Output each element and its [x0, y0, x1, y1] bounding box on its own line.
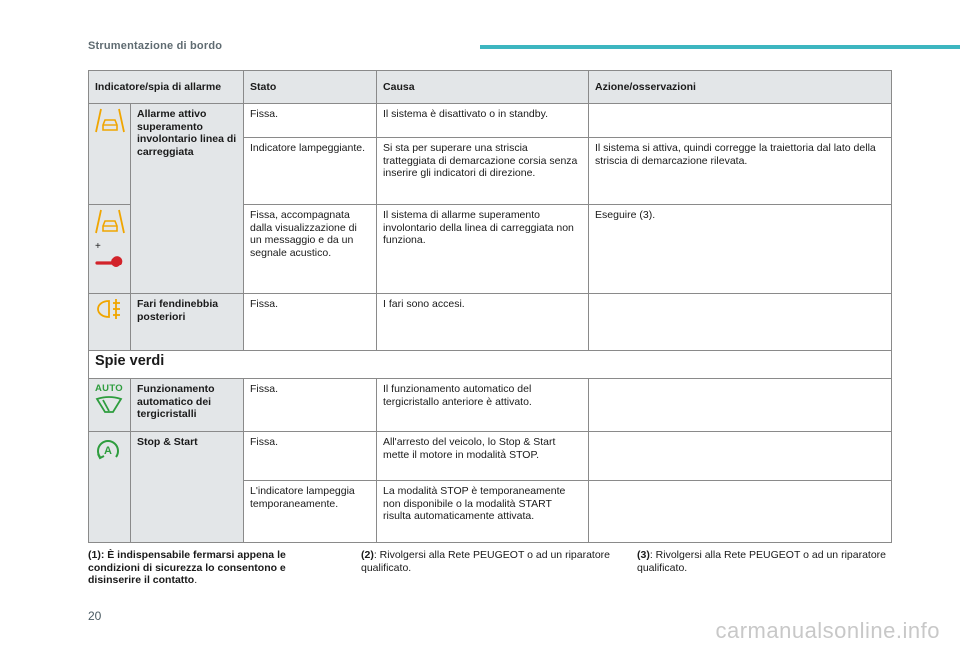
lane-action-3: Eseguire (3). — [589, 205, 892, 294]
table-header-row — [89, 71, 892, 104]
page-number: 20 — [88, 609, 102, 623]
svg-text:A: A — [104, 445, 112, 457]
auto-wiper-icon — [95, 396, 123, 418]
column-header-state: Stato — [244, 71, 377, 104]
lane-icon-cell — [89, 104, 131, 205]
watermark: carmanualsonline.info — [715, 618, 940, 643]
footnote-3-text: : Rivolgersi alla Rete PEUGEOT o ad un riparatore qualificato. — [637, 549, 887, 574]
footnote-1-text: : È indispensabile fermarsi appena le condizioni di sicurezza lo consentono e disinserire il contatto — [88, 549, 286, 586]
column-header-action: Azione/osservazioni — [589, 71, 892, 104]
footnote-3-key: (3) — [637, 549, 650, 561]
footnote-1-tail: . — [194, 574, 198, 586]
plus-sign: + — [95, 240, 101, 252]
lane-warning-name: Allarme attivo superamento involontario linea di carreggiata — [131, 104, 244, 294]
wrench-icon — [95, 254, 125, 272]
warning-lights-table — [88, 70, 892, 543]
section-title-green-lights: Spie verdi — [89, 351, 892, 379]
wiper-cause: Il funzionamento automatico del tergicristallo anteriore è attivato. — [377, 379, 589, 432]
stopstart-cause-1: All'arresto del veicolo, lo Stop & Start mette il motore in modalità STOP. — [377, 432, 589, 481]
lane-state-2: Indicatore lampeggiante. — [244, 138, 377, 205]
rear-fog-light-icon — [95, 298, 121, 324]
stop-start-icon — [95, 436, 121, 466]
auto-label: AUTO — [95, 383, 123, 394]
table-row — [89, 294, 892, 351]
fog-cause: I fari sono accesi. — [377, 294, 589, 351]
page-section-title: Strumentazione di bordo — [88, 40, 223, 52]
wiper-icon-cell — [89, 379, 131, 432]
stopstart-icon-cell — [89, 432, 131, 543]
fog-light-name: Fari fendinebbia posteriori — [131, 294, 244, 351]
stopstart-action-1 — [589, 432, 892, 481]
footnote-2-text: : Rivolgersi alla Rete PEUGEOT o ad un riparatore qualificato. — [361, 549, 611, 574]
lane-state-1: Fissa. — [244, 104, 377, 138]
footnote-1 — [88, 549, 338, 587]
stopstart-name: Stop & Start — [131, 432, 244, 543]
header-accent-bar — [480, 45, 960, 49]
lane-state-3: Fissa, accompagnata dalla visualizzazione di un messaggio e da un segnale acustico. — [244, 205, 377, 294]
lane-fault-icon-cell — [89, 205, 131, 294]
footnote-3 — [637, 549, 887, 574]
column-header-indicator: Indicatore/spia di allarme — [89, 71, 244, 104]
table-row — [89, 379, 892, 432]
stopstart-state-1: Fissa. — [244, 432, 377, 481]
stopstart-action-2 — [589, 481, 892, 543]
footnote-2 — [361, 549, 611, 574]
wiper-state: Fissa. — [244, 379, 377, 432]
lane-action-1 — [589, 104, 892, 138]
lane-departure-icon — [95, 108, 125, 138]
stopstart-cause-2: La modalità STOP è temporaneamente non disponibile o la modalità START risulta automaticamente attivata. — [377, 481, 589, 543]
wiper-name: Funzionamento automatico dei tergicristalli — [131, 379, 244, 432]
lane-cause-2: Si sta per superare una striscia tratteggiata di demarcazione corsia senza inserire gli indicatori di direzione. — [377, 138, 589, 205]
lane-action-2: Il sistema si attiva, quindi corregge la traiettoria dal lato della striscia di demarcazione rilevata. — [589, 138, 892, 205]
fog-action — [589, 294, 892, 351]
fog-icon-cell — [89, 294, 131, 351]
wiper-action — [589, 379, 892, 432]
footnote-2-key: (2) — [361, 549, 374, 561]
stopstart-state-2: L'indicatore lampeggia temporaneamente. — [244, 481, 377, 543]
lane-departure-icon — [95, 209, 125, 239]
lane-cause-3: Il sistema di allarme superamento involontario della linea di carreggiata non funziona. — [377, 205, 589, 294]
lane-cause-1: Il sistema è disattivato o in standby. — [377, 104, 589, 138]
column-header-cause: Causa — [377, 71, 589, 104]
table-row — [89, 432, 892, 481]
table-row — [89, 104, 892, 138]
section-row — [89, 351, 892, 379]
footnote-1-key: (1) — [88, 549, 101, 561]
fog-state: Fissa. — [244, 294, 377, 351]
